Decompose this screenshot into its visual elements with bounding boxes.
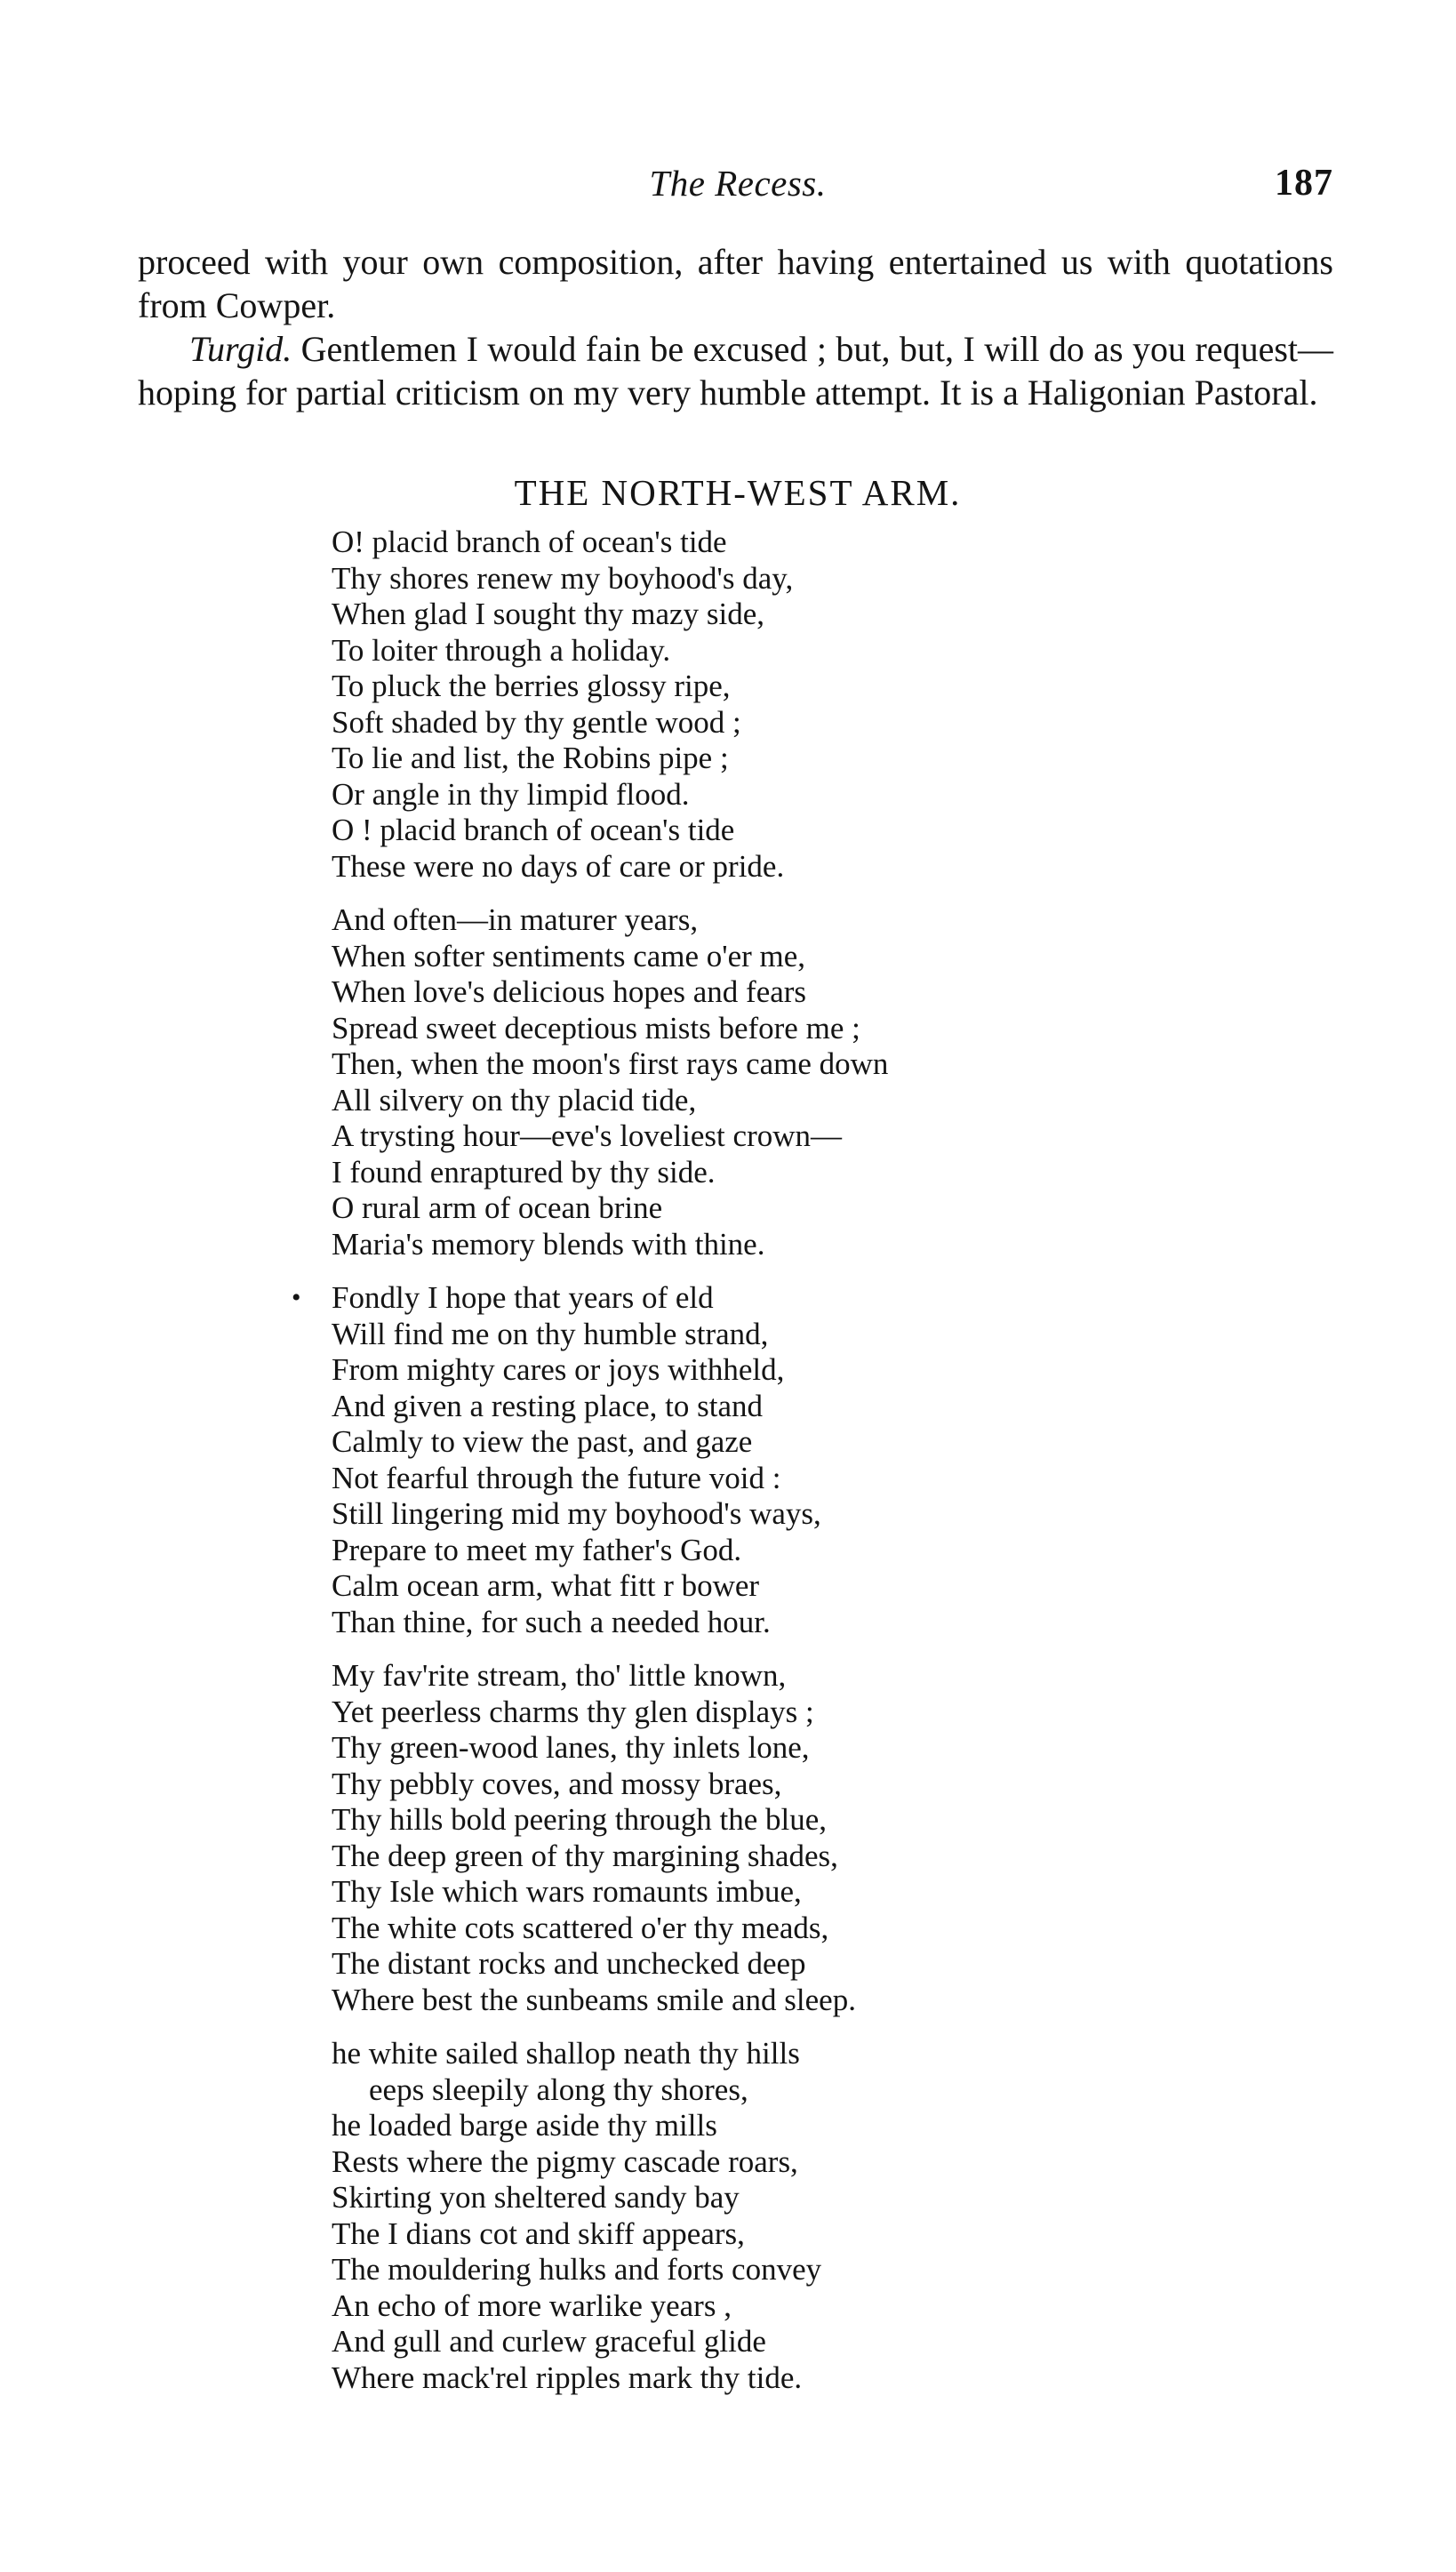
poem-line: An echo of more warlike years , [332, 2288, 732, 2323]
poem-line: Thy pebbly coves, and mossy braes, [332, 1766, 782, 1801]
poem-line: eeps sleepily along thy shores, [369, 2071, 748, 2107]
poem-line: he loaded barge aside thy mills [332, 2108, 717, 2143]
poem-line: Thy green-wood lanes, thy inlets lone, [332, 1730, 810, 1765]
poem-line: To pluck the berries glossy ripe, [332, 669, 731, 703]
speaker-name: Turgid. [189, 329, 292, 369]
poem-line: Not fearful through the future void : [332, 1460, 781, 1495]
poem-line: The deep green of thy margining shades, [332, 1838, 838, 1873]
speaker-speech: Gentlemen I would fain be excused ; but, but, I will do as you request—hoping for partial criticism on my very humble attempt. It is a Haligonian Pastoral. [138, 329, 1333, 413]
poem-line: Or angle in thy limpid flood. [332, 776, 690, 812]
poem-line: Skirting yon sheltered sandy bay [332, 2180, 740, 2215]
stanza [292, 1280, 1220, 1640]
stanza [332, 902, 1220, 1262]
poem-line: Prepare to meet my father's God. [332, 1532, 742, 1567]
poem-line: Then, when the moon's first rays came down [332, 1046, 889, 1081]
poem-line: The white cots scattered o'er thy meads, [332, 1910, 829, 1945]
poem-body [292, 525, 1220, 2414]
poem-line: When softer sentiments came o'er me, [332, 938, 806, 974]
poem-line: The I dians cot and skiff appears, [332, 2215, 745, 2251]
poem-line: My fav'rite stream, tho' little known, [332, 1658, 787, 1693]
poem-line: The distant rocks and unchecked deep [332, 1946, 806, 1981]
poem-line: And gull and curlew graceful glide [332, 2324, 766, 2359]
poem-line: O rural arm of ocean brine [332, 1190, 663, 1225]
poem-line: Maria's memory blends with thine. [332, 1226, 765, 1262]
poem-line: These were no days of care or pride. [332, 848, 785, 884]
prose-paragraph-1: proceed with your own composition, after having entertained us with quotations from Cowper. [138, 242, 1333, 325]
poem-line: The mouldering hulks and forts convey [332, 2252, 822, 2287]
poem-line: Yet peerless charms thy glen displays ; [332, 1694, 814, 1729]
stanza-mark: • [292, 1283, 301, 1312]
poem-line: he white sailed shallop neath thy hills [332, 2036, 800, 2071]
poem-line: Thy shores renew my boyhood's day, [332, 560, 794, 596]
poem-line: Still lingering mid my boyhood's ways, [332, 1496, 821, 1531]
poem-line: A trysting hour—eve's loveliest crown— [332, 1118, 842, 1153]
running-title: The Recess. [649, 163, 827, 204]
poem-line: Spread sweet deceptious mists before me ; [332, 1010, 860, 1046]
poem-line: Rests where the pigmy cascade roars, [332, 2143, 798, 2179]
poem-line: Calmly to view the past, and gaze [332, 1424, 753, 1459]
stanza [332, 1658, 1220, 2018]
poem-line: Calm ocean arm, what fitt r bower [332, 1568, 760, 1603]
page-number: 187 [1275, 163, 1333, 204]
prose-paragraph-2 [138, 327, 1333, 414]
stanza [332, 525, 1220, 885]
poem-line: And often—in maturer years, [332, 902, 699, 937]
poem-line: Where best the sunbeams smile and sleep. [332, 1982, 856, 2017]
poem-title: THE NORTH-WEST ARM. [514, 472, 962, 513]
poem-line: When glad I sought thy mazy side, [332, 597, 764, 631]
poem-line: Fondly I hope that years of eld [332, 1280, 714, 1315]
poem-line: From mighty cares or joys withheld, [332, 1352, 785, 1387]
poem-line: O ! placid branch of ocean's tide [332, 813, 735, 847]
poem-line: All silvery on thy placid tide, [332, 1082, 697, 1118]
stanza [332, 2036, 1220, 2396]
poem-line: Than thine, for such a needed hour. [332, 1604, 771, 1639]
prose-text [138, 240, 1333, 414]
poem-line: Will find me on thy humble strand, [332, 1316, 769, 1351]
poem-line: Thy Isle which wars romaunts imbue, [332, 1874, 802, 1909]
poem-line: O! placid branch of ocean's tide [332, 525, 727, 559]
poem-line: And given a resting place, to stand [332, 1388, 764, 1423]
poem-line: Soft shaded by thy gentle wood ; [332, 704, 741, 740]
poem-line: Thy hills bold peering through the blue, [332, 1802, 827, 1837]
poem-line: To lie and list, the Robins pipe ; [332, 741, 729, 775]
poem-line: To loiter through a holiday. [332, 632, 671, 668]
poem-line: When love's delicious hopes and fears [332, 974, 807, 1009]
running-head [142, 156, 1333, 210]
poem-line: Where mack'rel ripples mark thy tide. [332, 2360, 803, 2395]
poem-line: I found enraptured by thy side. [332, 1154, 716, 1190]
